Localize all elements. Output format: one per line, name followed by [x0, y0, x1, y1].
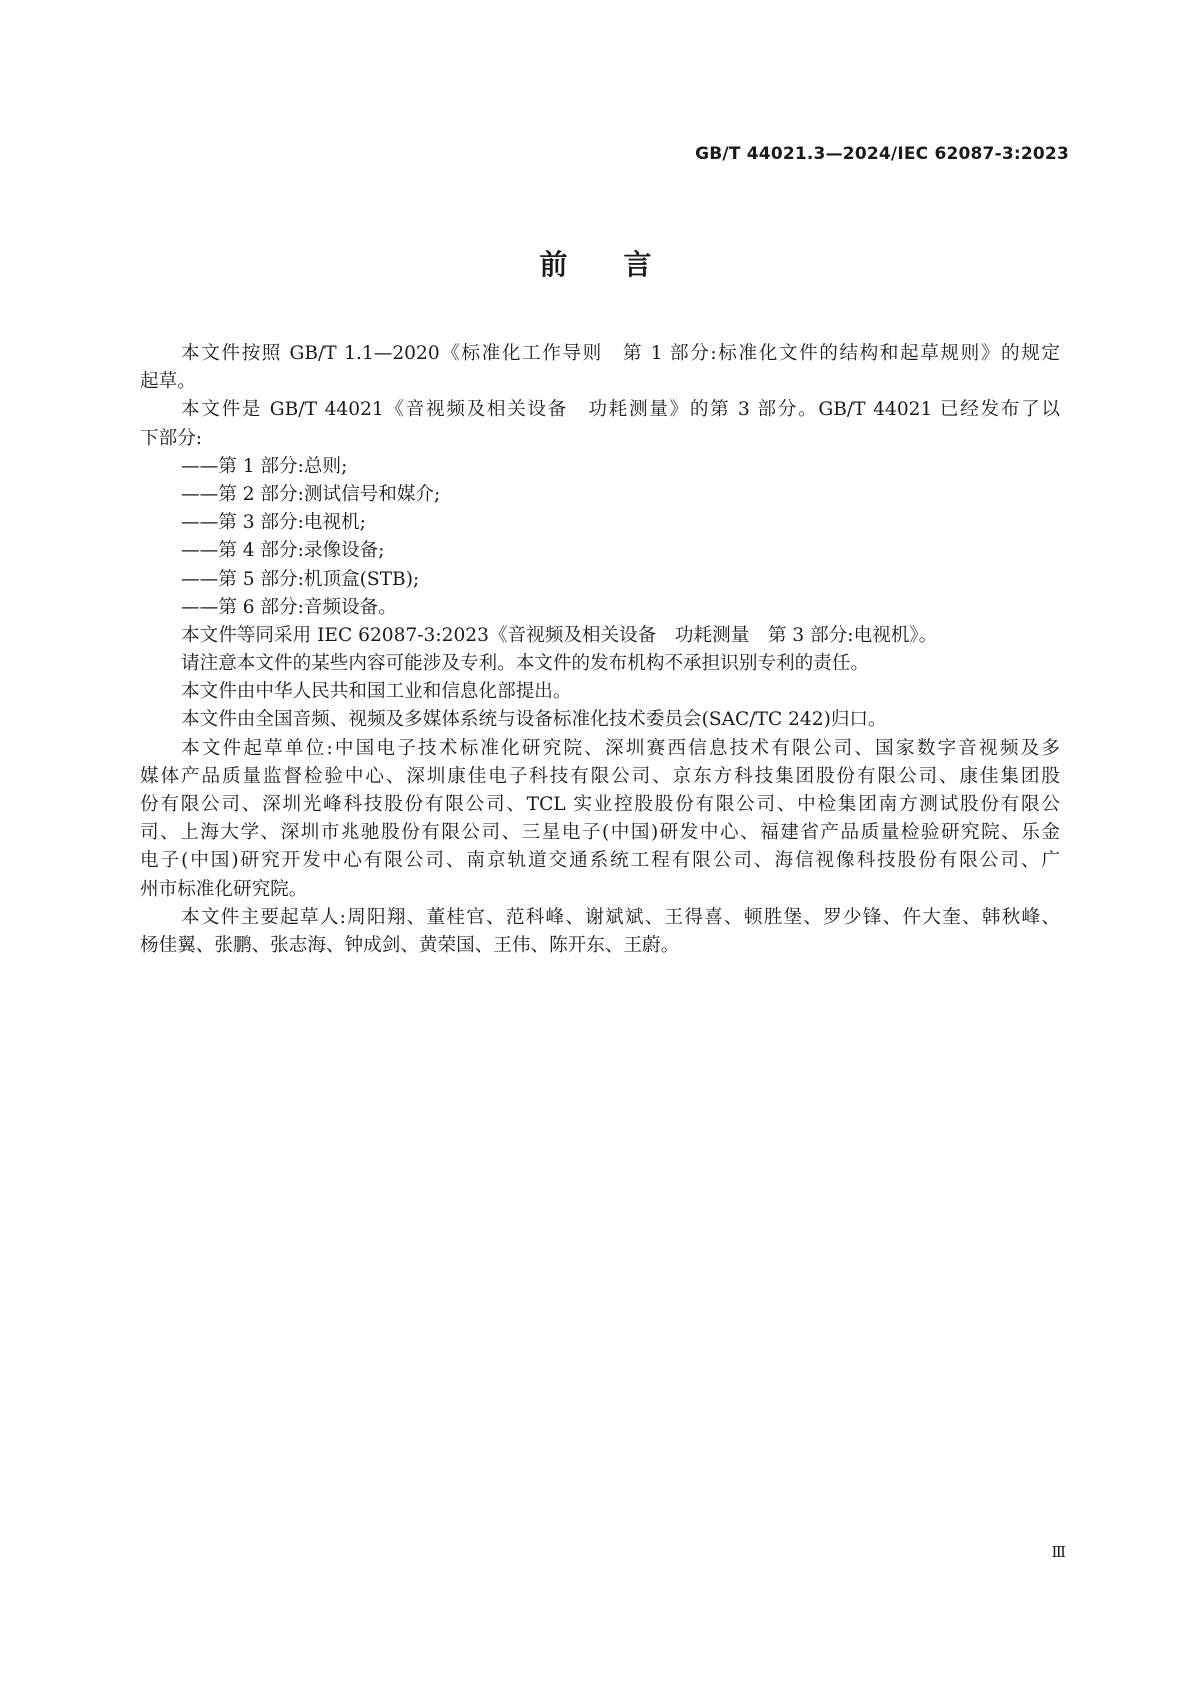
- text-line: 下部分:: [140, 427, 203, 449]
- paragraph: [140, 340, 1060, 396]
- page-title: 前言: [539, 248, 708, 281]
- list-item: ——第 1 部分:总则;: [181, 455, 348, 477]
- paragraph: 本文件等同采用 IEC 62087-3:2023《音视频及相关设备 功耗测量 第 3 部分:电视机》。: [181, 624, 938, 646]
- text-line: 州市标准化研究院。: [140, 878, 308, 900]
- list-item: ——第 3 部分:电视机;: [181, 512, 366, 534]
- text-line: 杨佳翼、张鹏、张志海、钟成剑、黄荣国、王伟、陈开东、王蔚。: [140, 934, 680, 956]
- text-line: 本文件主要起草人:周阳翔、董桂官、范科峰、谢斌斌、王得喜、顿胜堡、罗少锋、仵大奎、韩秋峰、: [181, 906, 1060, 928]
- page-number: Ⅲ: [1051, 1543, 1066, 1561]
- paragraph: [140, 735, 1060, 904]
- text-line: 本文件按照 GB/T 1.1—2020《标准化工作导则 第 1 部分:标准化文件的结构和起草规则》的规定: [181, 343, 1060, 364]
- text-line: 电子(中国)研究开发中心有限公司、南京轨道交通系统工程有限公司、海信视像科技股份有限公司、广: [140, 850, 1060, 872]
- text-line: 本文件是 GB/T 44021《音视频及相关设备 功耗测量》的第 3 部分。GB/T 44021 已经发布了以: [181, 399, 1060, 421]
- text-line: 本文件起草单位:中国电子技术标准化研究院、深圳赛西信息技术有限公司、国家数字音视频及多: [181, 737, 1060, 759]
- body-text: [140, 340, 1060, 960]
- list-item: ——第 6 部分:音频设备。: [181, 596, 397, 618]
- paragraph: 本文件由中华人民共和国工业和信息化部提出。: [181, 681, 572, 703]
- text-line: 份有限公司、深圳光峰科技股份有限公司、TCL 实业控股股份有限公司、中检集团南方测试股份有限公: [140, 794, 1060, 815]
- list-item: ——第 2 部分:测试信号和媒介;: [181, 483, 441, 505]
- text-line: 司、上海大学、深圳市兆驰股份有限公司、三星电子(中国)研发中心、福建省产品质量检验研究院、乐金: [140, 822, 1060, 844]
- paragraph: [140, 396, 1060, 452]
- document-code: GB/T 44021.3—2024/IEC 62087-3:2023: [695, 144, 1069, 164]
- paragraph: [140, 904, 1060, 960]
- list-item: ——第 5 部分:机顶盒(STB);: [181, 568, 420, 590]
- text-line: 媒体产品质量监督检验中心、深圳康佳电子科技有限公司、京东方科技集团股份有限公司、康佳集团股: [140, 765, 1060, 787]
- list-item: ——第 4 部分:录像设备;: [181, 540, 385, 562]
- text-line: 起草。: [140, 371, 196, 393]
- paragraph: 请注意本文件的某些内容可能涉及专利。本文件的发布机构不承担识别专利的责任。: [181, 653, 869, 675]
- paragraph: 本文件由全国音频、视频及多媒体系统与设备标准化技术委员会(SAC/TC 242)归口。: [181, 709, 887, 731]
